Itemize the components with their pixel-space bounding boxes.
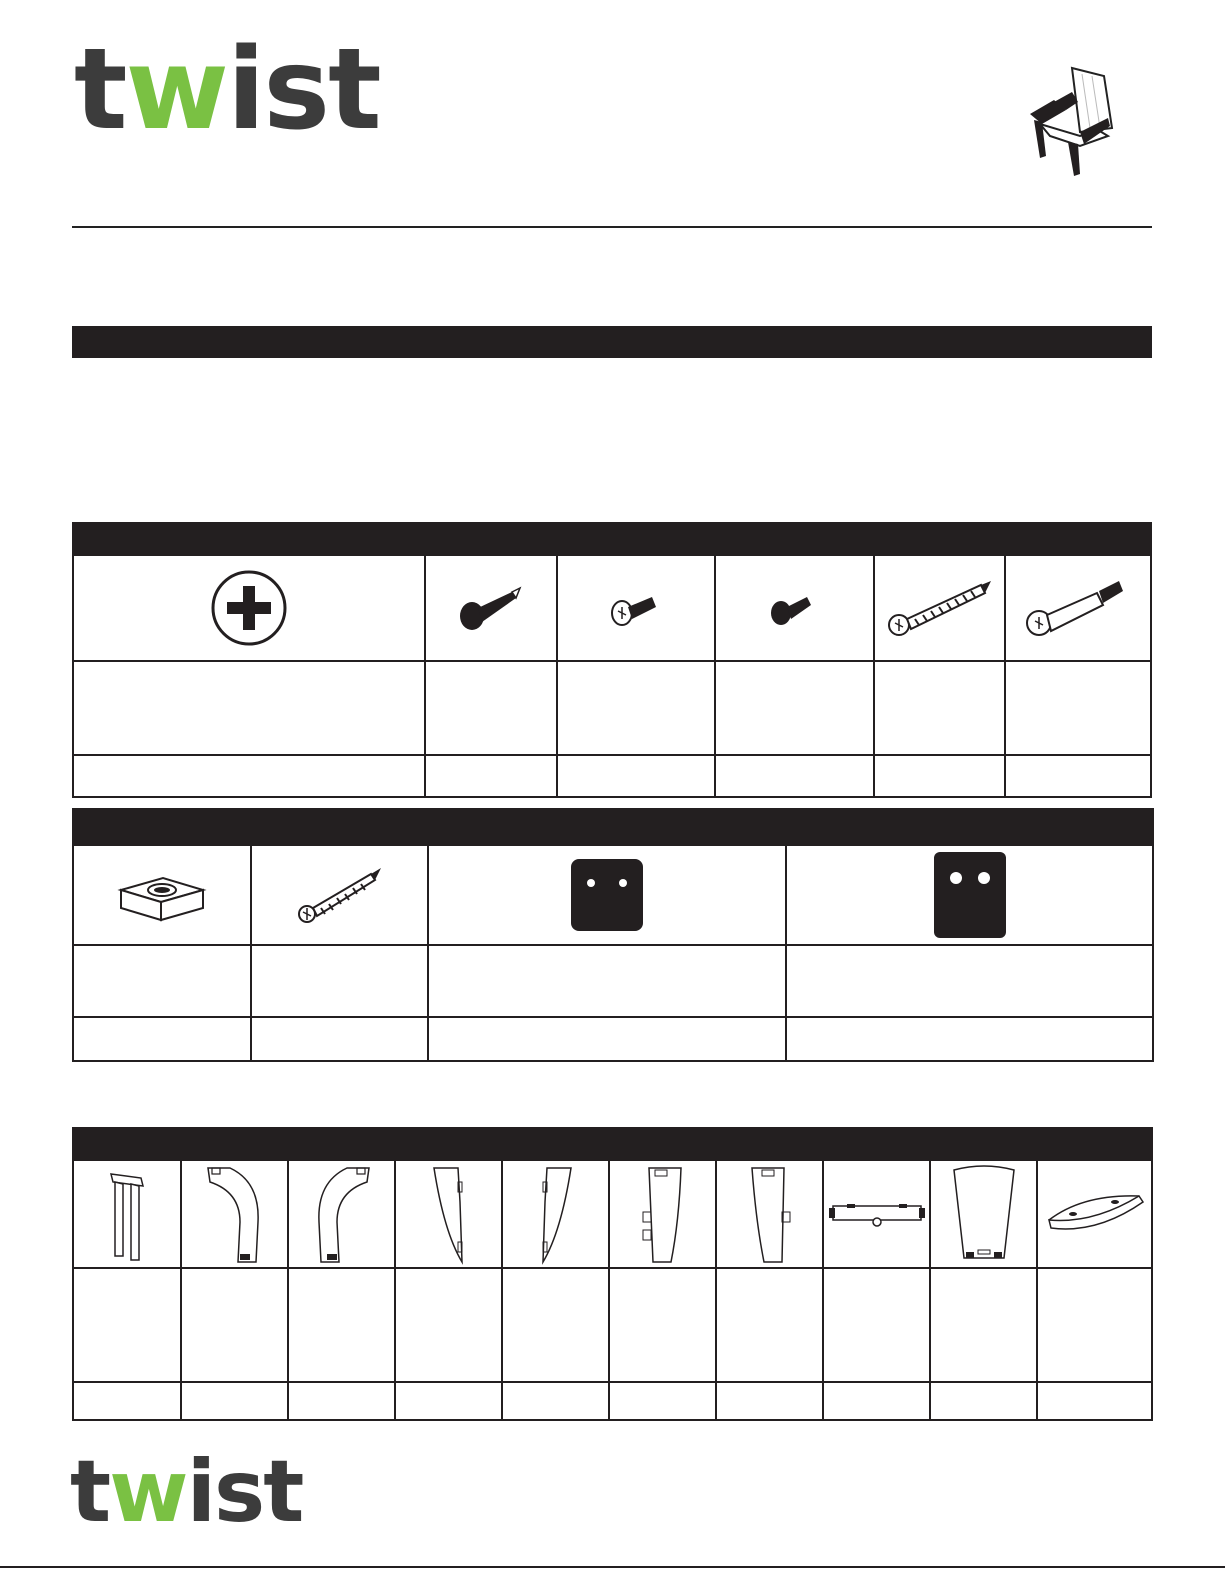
logo-letter-w: w (125, 25, 228, 155)
hardware-name-4 (874, 661, 1004, 755)
right-arm-part-icon (288, 1160, 395, 1268)
hardware-table-1 (72, 522, 1152, 798)
hardware-name-5 (1005, 661, 1151, 755)
footer-brand-logo (70, 1444, 302, 1540)
right-side-panel-part-icon (502, 1160, 609, 1268)
part-name-6 (716, 1268, 823, 1382)
hardware-name-3 (715, 661, 874, 755)
quantity-row (73, 1017, 1153, 1061)
parts-table (72, 1127, 1153, 1421)
long-wood-screw-icon (874, 555, 1004, 661)
hardware-qty-2 (557, 755, 714, 797)
part-qty-4 (502, 1382, 609, 1420)
small-black-pad-icon (428, 845, 786, 945)
black-pan-head-screw-icon (425, 555, 557, 661)
hardware-name-0 (73, 661, 425, 755)
part-name-5 (609, 1268, 716, 1382)
wood-screw-icon (251, 845, 428, 945)
header-divider (72, 226, 1152, 228)
hardware2-name-0 (73, 945, 251, 1017)
footer-logo-letter-w: w (109, 1442, 187, 1542)
table-header-row (73, 1128, 1152, 1160)
part-qty-8 (930, 1382, 1037, 1420)
hardware2-qty-0 (73, 1017, 251, 1061)
hardware2-qty-2 (428, 1017, 786, 1061)
name-row (73, 945, 1153, 1017)
table-header-row (73, 523, 1151, 555)
section-title-bar (72, 326, 1152, 358)
part-qty-0 (73, 1382, 181, 1420)
part-name-1 (181, 1268, 288, 1382)
part-name-9 (1037, 1268, 1152, 1382)
hardware-qty-1 (425, 755, 557, 797)
table-header-row (73, 809, 1153, 845)
part-name-0 (73, 1268, 181, 1382)
hardware2-qty-1 (251, 1017, 428, 1061)
part-name-4 (502, 1268, 609, 1382)
hardware2-name-3 (786, 945, 1153, 1017)
hardware2-name-2 (428, 945, 786, 1017)
brand-logo (74, 25, 380, 155)
hardware2-qty-3 (786, 1017, 1153, 1061)
parts-table-header (73, 1128, 1152, 1160)
hardware-name-2 (557, 661, 714, 755)
icon-row (73, 845, 1153, 945)
icon-row (73, 1160, 1152, 1268)
left-rear-panel-part-icon (609, 1160, 716, 1268)
left-arm-part-icon (181, 1160, 288, 1268)
left-side-panel-part-icon (395, 1160, 502, 1268)
part-name-2 (288, 1268, 395, 1382)
part-name-8 (930, 1268, 1037, 1382)
hardware-qty-0 (73, 755, 425, 797)
icon-row (73, 555, 1151, 661)
footer-logo-letters-ist: ist (186, 1442, 303, 1542)
phillips-screwdriver-icon (73, 555, 425, 661)
part-qty-3 (395, 1382, 502, 1420)
part-qty-7 (823, 1382, 930, 1420)
square-nut-icon (73, 845, 251, 945)
hardware-qty-5 (1005, 755, 1151, 797)
part-qty-5 (609, 1382, 716, 1420)
quantity-row (73, 1382, 1152, 1420)
quantity-row (73, 755, 1151, 797)
black-truss-screw-icon (715, 555, 874, 661)
front-legs-part-icon (73, 1160, 181, 1268)
seat-part-icon (1037, 1160, 1152, 1268)
cross-brace-part-icon (823, 1160, 930, 1268)
logo-letter-t: t (74, 25, 126, 155)
part-name-3 (395, 1268, 502, 1382)
seat-back-part-icon (930, 1160, 1037, 1268)
hardware-name-1 (425, 661, 557, 755)
hardware-qty-4 (874, 755, 1004, 797)
part-qty-2 (288, 1382, 395, 1420)
shoulder-bolt-icon (1005, 555, 1151, 661)
footer-rule (0, 1566, 1225, 1568)
logo-letters-ist: ist (227, 25, 380, 155)
hardware-table-2-header (73, 809, 1153, 845)
machine-screw-icon (557, 555, 714, 661)
hardware-table-1-header (73, 523, 1151, 555)
footer-logo-letter-t: t (70, 1442, 110, 1542)
part-qty-9 (1037, 1382, 1152, 1420)
adirondack-chair-icon (1020, 62, 1120, 180)
part-qty-1 (181, 1382, 288, 1420)
name-row (73, 1268, 1152, 1382)
hardware-table-2 (72, 808, 1154, 1062)
part-name-7 (823, 1268, 930, 1382)
right-rear-panel-part-icon (716, 1160, 823, 1268)
hardware2-name-1 (251, 945, 428, 1017)
large-black-pad-icon (786, 845, 1153, 945)
hardware-qty-3 (715, 755, 874, 797)
name-row (73, 661, 1151, 755)
part-qty-6 (716, 1382, 823, 1420)
